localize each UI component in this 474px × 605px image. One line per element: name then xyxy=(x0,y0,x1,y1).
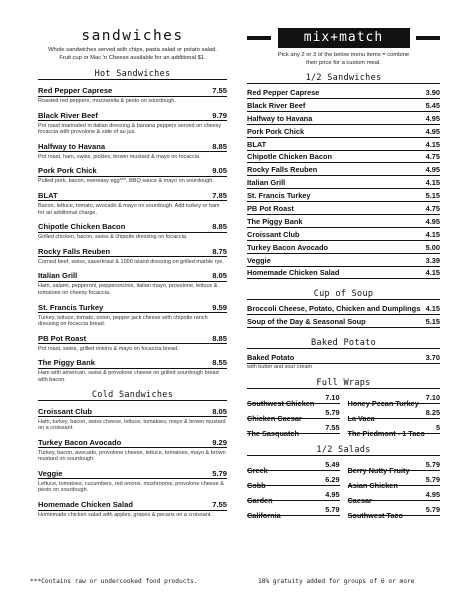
menu-line-item xyxy=(247,217,440,230)
menu-item xyxy=(38,500,227,519)
menu-line-item xyxy=(247,243,440,256)
item-price: 4.75 xyxy=(425,204,440,214)
menu-line-item xyxy=(247,475,340,490)
item-rule xyxy=(38,232,227,233)
item-rule xyxy=(247,403,340,404)
item-name: PB Pot Roast xyxy=(38,333,87,343)
item-rule xyxy=(38,343,227,344)
menu-item xyxy=(38,191,227,216)
item-name: Homemade Chicken Salad xyxy=(38,500,133,510)
item-rule xyxy=(38,176,227,177)
item-name: Pork Pork Chick xyxy=(38,166,97,176)
item-rule xyxy=(38,416,227,417)
item-price: 4.95 xyxy=(425,490,440,500)
item-name: The Piggy Bank xyxy=(38,358,95,368)
menu-line-item xyxy=(247,408,340,423)
item-name: Black River Beef xyxy=(38,110,98,120)
banner-bar-right xyxy=(416,36,440,40)
item-price: 5.79 xyxy=(425,505,440,515)
item-rule xyxy=(247,240,440,241)
item-price: 4.15 xyxy=(425,178,440,188)
item-desc: Ham with american, swiss & provolone cheese on grilled sourdough bread with bacon. xyxy=(38,370,219,383)
item-price: 4.15 xyxy=(425,229,440,239)
item-name: Italian Grill xyxy=(247,178,286,188)
item-price: 9.59 xyxy=(212,302,227,312)
item-name: The Piggy Bank xyxy=(247,216,303,226)
potato-rule xyxy=(247,363,440,364)
potato-underline xyxy=(247,348,440,349)
item-price: 9.79 xyxy=(212,110,227,120)
menu-line-item xyxy=(247,88,440,101)
wraps-underline xyxy=(247,388,440,389)
menu-line-item xyxy=(247,178,440,191)
footer-raw-warning: ***Contains raw or undercooked food products. xyxy=(30,578,198,585)
wraps-heading-wrap xyxy=(247,378,440,389)
item-name: Rocky Falls Reuben xyxy=(247,165,318,175)
item-rule xyxy=(247,201,440,202)
item-rule xyxy=(348,515,441,516)
item-rule xyxy=(247,253,440,254)
item-rule xyxy=(38,151,227,152)
item-rule xyxy=(38,96,227,97)
item-price: 8.05 xyxy=(212,406,227,416)
menu-line-item xyxy=(247,460,340,475)
salads-list xyxy=(247,460,440,520)
item-rule xyxy=(247,418,340,419)
hot-sandwiches-list xyxy=(38,86,227,384)
soup-underline xyxy=(247,299,440,300)
item-rule xyxy=(38,447,227,448)
item-rule xyxy=(38,478,227,479)
item-name: Red Pepper Caprese xyxy=(38,86,113,95)
item-rule xyxy=(348,470,441,471)
cold-sandwiches-list xyxy=(38,407,227,519)
item-price: 4.95 xyxy=(425,113,440,123)
mix-match-intro-line1: Pick any 2 or 3 of the below menu items = combine xyxy=(277,52,410,58)
item-price: 4.15 xyxy=(425,304,440,314)
item-price: 3.90 xyxy=(425,88,440,97)
item-rule xyxy=(38,312,227,313)
menu-line-item xyxy=(247,165,440,178)
item-rule xyxy=(348,418,441,419)
item-name: Broccoli Cheese, Potato, Chicken and Dumplings xyxy=(247,304,421,314)
menu-line-item xyxy=(247,268,440,281)
sandwiches-column xyxy=(38,28,227,519)
item-desc: Corned beef, swiss, sauerkraut & 1000 island dressing on grilled marble rye. xyxy=(38,258,224,265)
mix-match-banner xyxy=(247,28,440,48)
item-name: Veggie xyxy=(38,468,63,478)
half-sandwiches-heading-wrap xyxy=(247,73,440,84)
menu-line-item xyxy=(348,460,441,475)
item-desc: Ham, turkey, bacon, swiss cheese, lettuce, tomatoes, mayo & brown mustard on a croissant. xyxy=(38,418,226,432)
menu-line-item xyxy=(247,152,440,165)
item-desc: Roasted red peppers, mozzarella & pesto on sourdough. xyxy=(38,98,176,104)
item-rule xyxy=(247,433,340,434)
menu-line-item xyxy=(247,317,440,330)
item-price: 7.85 xyxy=(212,190,227,200)
item-rule xyxy=(247,137,440,138)
hot-sandwiches-heading: Hot Sandwiches xyxy=(94,69,171,79)
menu-line-item xyxy=(348,490,441,505)
cold-sandwiches-heading: Cold Sandwiches xyxy=(91,389,174,400)
item-rule xyxy=(247,327,440,328)
item-rule xyxy=(38,510,227,511)
item-name: Homemade Chicken Salad xyxy=(247,268,340,278)
menu-item xyxy=(38,407,227,432)
item-price: 5.79 xyxy=(425,460,440,470)
salads-underline xyxy=(247,455,440,456)
item-price: 5.00 xyxy=(425,242,440,252)
salads-heading: 1/2 Salads xyxy=(316,445,371,456)
item-name: Rocky Falls Reuben xyxy=(38,246,111,256)
item-price: 5.79 xyxy=(325,505,340,515)
menu-line-item xyxy=(348,423,441,438)
item-price: 8.85 xyxy=(212,333,227,343)
item-rule xyxy=(247,500,340,501)
menu-line-item xyxy=(348,393,441,408)
potato-desc: with butter and sour cream xyxy=(247,364,313,371)
menu-line-item xyxy=(348,475,441,490)
item-name: Pork Pork Chick xyxy=(247,126,305,136)
item-price: 8.55 xyxy=(212,358,227,368)
item-price: 8.85 xyxy=(212,141,227,151)
item-price: 9.05 xyxy=(212,166,227,176)
menu-item xyxy=(38,469,227,494)
item-desc: Pot roast, swiss, grilled onions & mayo on focaccia bread. xyxy=(38,345,179,352)
menu-item xyxy=(38,166,227,185)
item-desc: Pot roast marinated in italian dressing & banana peppers served on cheesy focaccia with provolone & side of au jus. xyxy=(38,122,222,136)
menu-item xyxy=(38,142,227,161)
item-price: 5 xyxy=(435,423,440,433)
item-price: 4.95 xyxy=(325,490,340,500)
item-rule xyxy=(38,256,227,257)
item-rule xyxy=(247,124,440,125)
sandwiches-title: sandwiches xyxy=(81,28,184,44)
item-name: St. Francis Turkey xyxy=(247,191,311,201)
item-name: Chipotle Chicken Bacon xyxy=(38,222,126,232)
item-price: 7.10 xyxy=(325,393,340,403)
item-pair-row xyxy=(247,505,440,520)
item-rule xyxy=(247,227,440,228)
menu-item xyxy=(38,271,227,296)
soup-heading-wrap xyxy=(247,289,440,300)
item-price: 5.79 xyxy=(212,468,227,478)
hot-sandwiches-heading-wrap xyxy=(38,69,227,80)
menu-item xyxy=(38,222,227,241)
hot-sandwiches-underline xyxy=(38,79,227,80)
item-rule xyxy=(348,433,441,434)
item-price: 4.95 xyxy=(425,126,440,136)
item-name: Croissant Club xyxy=(38,406,93,416)
item-pair-row xyxy=(247,460,440,475)
potato-heading: Baked Potato xyxy=(310,338,376,349)
item-price: 5.15 xyxy=(425,317,440,327)
item-pair-row xyxy=(247,393,440,408)
item-price: 4.95 xyxy=(425,165,440,175)
sandwiches-intro-line2: Fruit cup or Mac 'n Cheese available for an additional $1. xyxy=(59,54,206,61)
mix-match-column xyxy=(247,28,440,520)
menu-line-item xyxy=(247,101,440,114)
item-rule xyxy=(247,188,440,189)
sandwiches-intro-line1: Whole sandwiches served with chips, pasta salad or potato salad. xyxy=(48,47,217,53)
item-rule xyxy=(38,200,227,201)
item-price: 8.05 xyxy=(212,271,227,281)
half-sandwiches-list xyxy=(247,88,440,281)
item-rule xyxy=(38,368,227,369)
item-name: Red Pepper Caprese xyxy=(247,88,320,97)
menu-line-item xyxy=(247,204,440,217)
menu-item xyxy=(38,358,227,383)
item-rule xyxy=(247,470,340,471)
item-price: 4.95 xyxy=(425,216,440,226)
potato-name: Baked Potato xyxy=(247,353,295,363)
item-name: Veggie xyxy=(247,255,271,265)
menu-item xyxy=(38,86,227,105)
menu-line-item xyxy=(247,505,340,520)
item-price: 7.55 xyxy=(212,86,227,95)
mix-match-title: mix+match xyxy=(278,28,410,48)
item-pair-row xyxy=(247,423,440,438)
item-price: 5.79 xyxy=(425,475,440,485)
item-rule xyxy=(247,111,440,112)
item-price: 5.79 xyxy=(325,408,340,418)
banner-bar-left xyxy=(247,36,271,40)
item-name: St. Francis Turkey xyxy=(38,302,104,312)
menu-item xyxy=(38,303,227,328)
item-rule xyxy=(247,515,340,516)
item-price: 8.25 xyxy=(425,408,440,418)
item-rule xyxy=(247,266,440,267)
item-name: Turkey Bacon Avocado xyxy=(38,437,122,447)
item-price: 9.29 xyxy=(212,437,227,447)
item-rule xyxy=(247,98,440,99)
item-price: 5.49 xyxy=(325,460,340,470)
menu-item xyxy=(38,247,227,266)
menu-line-item xyxy=(247,114,440,127)
mix-match-intro xyxy=(247,52,440,67)
item-desc: Ham, salami, pepperoni, pepperoncinis, italian mayo, provolone, lettuce & tomatoes on cheesy focaccia. xyxy=(38,283,218,296)
item-desc: Pulled pork, bacon, overeasy egg***, BBQ sauce & mayo on sourdough. xyxy=(38,178,214,185)
potato-price: 3.70 xyxy=(425,353,440,363)
item-desc: Lettuce, tomatoes, cucumbers, red onions, mushrooms, provolone cheese & pesto on sourdough. xyxy=(38,480,224,494)
item-price: 5.45 xyxy=(425,100,440,110)
menu-line-item xyxy=(247,490,340,505)
menu-item xyxy=(38,438,227,463)
item-price: 4.75 xyxy=(425,152,440,162)
item-price: 6.29 xyxy=(325,475,340,485)
wraps-list xyxy=(247,393,440,438)
item-name: BLAT xyxy=(247,139,267,149)
item-rule xyxy=(247,278,440,279)
wraps-heading: Full Wraps xyxy=(316,378,371,389)
cold-sandwiches-heading-wrap xyxy=(38,390,227,401)
potato-heading-wrap xyxy=(247,338,440,349)
item-price: 3.39 xyxy=(425,255,440,265)
menu-line-item xyxy=(247,393,340,408)
menu-item xyxy=(38,111,227,136)
soup-list xyxy=(247,304,440,330)
item-name: BLAT xyxy=(38,190,58,200)
item-price: 8.85 xyxy=(212,222,227,232)
item-rule xyxy=(247,150,440,151)
item-price: 8.75 xyxy=(212,246,227,256)
item-desc: Homemade chicken salad with apples, grapes & pecans on a croissant. xyxy=(38,512,212,519)
item-pair-row xyxy=(247,475,440,490)
item-rule xyxy=(247,214,440,215)
menu-line-item xyxy=(247,304,440,317)
item-name: Turkey Bacon Avocado xyxy=(247,242,329,252)
soup-heading: Cup of Soup xyxy=(313,289,374,300)
half-sandwiches-underline xyxy=(247,83,440,84)
item-rule xyxy=(348,403,441,404)
item-price: 4.15 xyxy=(425,139,440,149)
item-rule xyxy=(247,314,440,315)
menu-line-item xyxy=(247,230,440,243)
item-name: Black River Beef xyxy=(247,100,306,110)
item-price: 5.15 xyxy=(425,191,440,201)
item-name: Croissant Club xyxy=(247,229,300,239)
menu-item xyxy=(38,334,227,353)
item-desc: Turkey, bacon, avocado, provolone cheese, lettuce, tomatoes, mayo & brown mustard on sourdough. xyxy=(38,449,226,463)
potato-item xyxy=(247,353,440,364)
item-name: PB Pot Roast xyxy=(247,204,294,214)
item-rule xyxy=(38,281,227,282)
item-rule xyxy=(348,485,441,486)
menu-line-item xyxy=(348,505,441,520)
item-price: 7.55 xyxy=(212,500,227,510)
menu-line-item xyxy=(247,127,440,140)
item-rule xyxy=(38,120,227,121)
item-name: Soup of the Day & Seasonal Soup xyxy=(247,317,366,327)
half-sandwiches-heading: 1/2 Sandwiches xyxy=(305,73,382,83)
item-desc: Pot roast, ham, swiss, pickles, brown mustard & mayo on focaccia. xyxy=(38,153,201,160)
item-rule xyxy=(247,485,340,486)
menu-line-item xyxy=(247,256,440,269)
item-name: Halfway to Havana xyxy=(247,113,313,123)
mix-match-intro-line2: their price for a custom meal. xyxy=(306,59,381,66)
item-desc: Bacon, lettuce, tomato, avocado & mayo on sourdough. Add turkey or ham for an additional charge. xyxy=(38,202,220,216)
salads-heading-wrap xyxy=(247,445,440,456)
item-name: Italian Grill xyxy=(38,271,78,281)
item-name: Chipotle Chicken Bacon xyxy=(247,152,333,162)
menu-line-item xyxy=(247,191,440,204)
footer-gratuity: 18% gratuity added for groups of 6 or more xyxy=(258,578,415,585)
item-price: 4.15 xyxy=(425,268,440,278)
menu-line-item xyxy=(247,140,440,153)
sandwiches-intro xyxy=(38,47,227,62)
item-rule xyxy=(247,175,440,176)
cold-sandwiches-underline xyxy=(38,400,227,401)
item-price: 7.10 xyxy=(425,393,440,403)
item-price: 7.55 xyxy=(325,423,340,433)
item-pair-row xyxy=(247,408,440,423)
item-pair-row xyxy=(247,490,440,505)
item-name: Halfway to Havana xyxy=(38,141,106,151)
menu-line-item xyxy=(348,408,441,423)
item-desc: Grilled chicken, bacon, swiss & chipotle dressing on focaccia. xyxy=(38,234,188,241)
item-rule xyxy=(348,500,441,501)
menu-line-item xyxy=(247,423,340,438)
item-rule xyxy=(247,162,440,163)
item-desc: Turkey, lettuce, tomato, onion, pepper jack cheese with chipotle ranch dressing on focaccia bread. xyxy=(38,314,208,328)
